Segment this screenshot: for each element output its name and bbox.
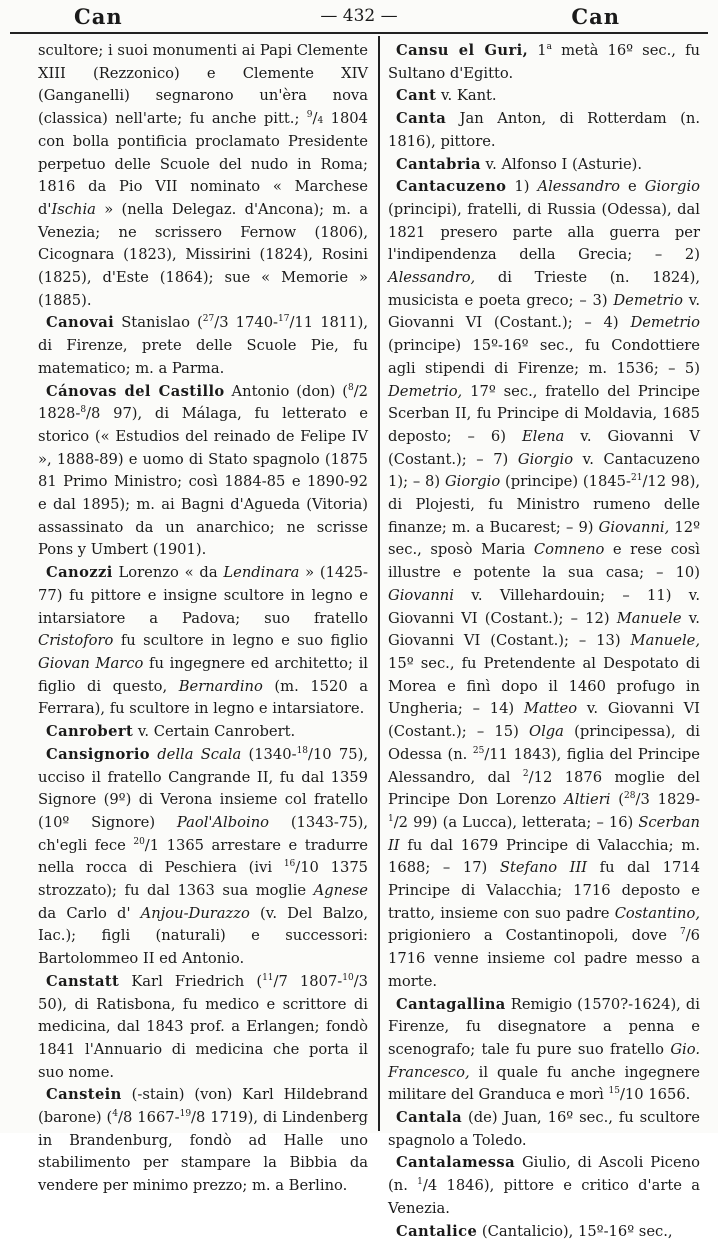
headword: Cantacuzeno	[396, 178, 507, 196]
headword: Cantala	[396, 1109, 463, 1127]
headword: Canstein	[46, 1086, 122, 1104]
headword: Canrobert	[46, 723, 134, 741]
entry-cantalamessa: Cantalamessa Giulio, di Ascoli Piceno (n. $^1$/4 1846), pittore e critico d'arte a Venezia.	[388, 1154, 701, 1217]
headword: Canovai	[46, 314, 115, 332]
header-right-headword: Can	[571, 4, 620, 29]
entry-canstatt: Canstatt Karl Friedrich ($^{11}$/7 1807-$^{10}$/3 50), di Ratisbona, fu medico e scrittore di medicina, dal 1843 prof. a Erlangen; fondò 1841 l'Annuario di medicina che porta il suo nome.	[38, 972, 368, 1081]
headword: Cant	[396, 87, 437, 105]
entry-cansu-el-guri: Cansu el Guri, 1$^a$ metà 16º sec., fu Sultano d'Egitto.	[388, 42, 700, 82]
page-number: — 432 —	[320, 6, 398, 26]
entry-cantala: Cantala (de) Juan, 16º sec., fu scultore spagnolo a Toledo.	[388, 1109, 700, 1149]
entry-canozzi: Canozzi Lorenzo « da Lendinara » (1425-77) fu pittore e insigne scultore in legno e intarsiatore a Padova; suo fratello Cristoforo fu scultore in legno e suo figlio Giovan Marco fu ingegnere ed architetto; il figlio di questo, Bernardino (m. 1520 a Ferrara), fu scultore in legno e intarsiatore.	[38, 564, 369, 718]
headword: Cantagallina	[396, 995, 506, 1013]
headword: Canta	[396, 110, 447, 128]
entry-canstein: Canstein (-stain) (von) Karl Hildebrand (barone) ($^4$/8 1667-$^{19}$/8 1719), di Lindenberg in Brandenburg, fondò ad Halle uno stabilimento per stampare la Bibbia da vendere per minimo prezzo; m. a Berlino.	[38, 1086, 368, 1195]
entry-cantabria: Cantabria v. Alfonso I (Asturie).	[396, 155, 643, 173]
entry-cansignorio: Cansignorio della Scala (1340-$^{18}$/10 75), ucciso il fratello Cangrande II, fu dal 1359 Signore (9º) di Verona insieme col fratello (10º Signore) Paol'Alboino (1343-75), ch'egli fece $^{20}$/1 1365 arrestare e tradurre nella rocca di Peschiera (ivi $^{16}$/10 1375 strozzato); fu dal 1363 sua moglie Agnese da Carlo d' Anjou-Durazzo (v. Del Balzo, Iac.); figli (naturali) e successori: Bartolommeo II ed Antonio.	[38, 745, 369, 968]
entry-canrobert: Canrobert v. Certain Canrobert.	[46, 723, 296, 741]
page-header	[10, 2, 708, 32]
entry-canovai: Canovai Stanislao ($^{27}$/3 1740-$^{17}$/11 1811), di Firenze, prete delle Scuole Pie, fu matematico; m. a Parma.	[38, 314, 368, 377]
headword: Cantalamessa	[396, 1154, 516, 1172]
header-left-headword: Can	[74, 4, 123, 29]
headword: Cansignorio	[46, 745, 150, 763]
left-column	[38, 40, 369, 1195]
entry-cant: Cant v. Kant.	[396, 87, 497, 105]
headword: Cantabria	[396, 155, 481, 173]
right-column	[388, 40, 701, 1240]
entry-canovas-del-castillo: Cánovas del Castillo Antonio (don) ($^8$/2 1828-$^8$/8 97), di Málaga, fu letterato e storico (« Estudios del reinado de Felipe IV », 1888-89) e uomo di Stato spagnolo (1875 81 Primo Ministro; così 1884-85 e 1890-92 e dal 1895); m. ai Bagni d'Agueda (Vitoria) assassinato da un anarchico; ne scrisse Pons y Umbert (1901).	[38, 382, 369, 559]
headword: Cánovas del Castillo	[46, 382, 225, 400]
headword: Canstatt	[46, 972, 120, 990]
entry-cantacuzeno: Cantacuzeno 1) Alessandro e Giorgio (principi), fratelli, di Russia (Odessa), dal 1821 presero parte alla guerra per l'indipendenza della Grecia; – 2) Alessandro, di Trieste (n. 1824), musicista e poeta greco; – 3) Demetrio v. Giovanni VI (Costant.); – 4) Demetrio (principe) 15º-16º sec., fu Condottiere agli stipendi di Firenze; m. 1536; – 5) Demetrio, 17º sec., fratello del Principe Scerban II, fu Principe di Moldavia, 1685 deposto; – 6) Elena v. Giovanni V (Costant.); – 7) Giorgio v. Cantacuzeno 1); – 8) Giorgio (principe) (1845-$^{21}$/12 98), di Plojesti, fu Ministro rumeno delle finanze; m. a Bucarest; – 9) Giovanni, 12º sec., sposò Maria Comneno e rese così illustre e potente la sua casa; – 10) Giovanni v. Villehardouin; – 11) v. Giovanni VI (Costant.); – 12) Manuele v. Giovanni VI (Costant.); – 13) Manuele, 15º sec., fu Pretendente al Despotato di Morea e finì dopo il 1460 profugo in Ungheria; – 14) Matteo v. Giovanni VI (Costant.); – 15) Olga (principessa), di Odessa (n. $^{25}$/11 1843), figlia del Principe Alessandro, dal $^2$/12 1876 moglie del Principe Don Lorenzo Altieri ($^{28}$/3 1829-$^1$/2 99) (a Lucca), letterata; – 16) Scerban II fu dal 1679 Principe di Valacchia; m. 1688; – 17) Stefano III fu dal 1714 Principe di Valacchia; 1716 deposto e tratto, insieme con suo padre Costantino, prigioniero a Costantinopoli, dove $^7$/6 1716 venne insieme col padre messo a morte.	[388, 178, 701, 990]
entry-cantalice: Cantalice (Cantalicio), 15º-16º sec.,	[396, 1222, 673, 1240]
headword: Canozzi	[46, 564, 113, 582]
entry-cantagallina: Cantagallina Remigio (1570?-1624), di Firenze, fu disegnatore a penna e scenografo; tale fu pure suo fratello Gio. Francesco, il quale fu anche ingegnere militare del Granduca e morì $^{15}$/10 1656.	[388, 995, 700, 1104]
headword: Cansu el Guri,	[396, 42, 529, 59]
headword: Cantalice	[396, 1222, 478, 1240]
entry-canta: Canta Jan Anton, di Rotterdam (n. 1816), pittore.	[388, 110, 700, 150]
header-rule	[10, 32, 708, 34]
column-divider	[378, 36, 380, 1131]
entry-canova-continuation: scultore; i suoi monumenti ai Papi Clemente XIII (Rezzonico) e Clemente XIV (Ganganelli) segnarono un'èra nova (classica) nell'arte; fu anche pitt.; $^9$/4 1804 con bolla pontificia proclamato Presidente perpetuo delle Scuole del nudo in Roma; 1816 da Pio VII nominato « Marchese d'Ischia » (nella Delegaz. d'Ancona); m. a Venezia; ne scrissero Fernow (1806), Cicognara (1823), Missirini (1824), Rosini (1825), d'Este (1864); sue « Memorie » (1885).	[38, 42, 368, 309]
